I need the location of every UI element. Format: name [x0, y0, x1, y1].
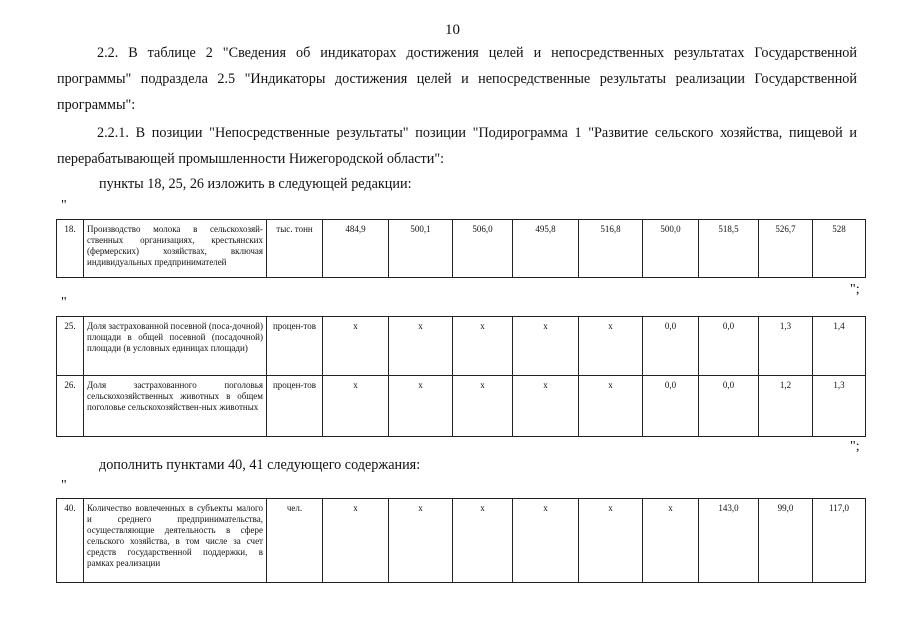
value-cell: x: [579, 499, 643, 583]
value-cell: x: [643, 499, 699, 583]
close-quote: ";: [850, 439, 860, 454]
table-row: [57, 317, 866, 376]
value-cell: 500,0: [643, 220, 699, 278]
page-number: 10: [445, 22, 460, 38]
value-cell: x: [513, 317, 579, 376]
value-cell: x: [323, 317, 389, 376]
row-number: 26.: [57, 376, 84, 437]
row-description: Производство молока в сельскохозяй-ственных организациях, крестьянских (фермерских) хозяйствах, включая индивидуальных предпринимателей: [84, 220, 267, 278]
row-number: 18.: [57, 220, 84, 278]
table-items-25-26: [56, 316, 866, 437]
value-cell: x: [579, 317, 643, 376]
paragraph-2-2-1: 2.2.1. В позиции "Непосредственные результаты" позиции "Подирограмма 1 "Развитие сельского хозяйства, пищевой и перерабатывающей промышленности Нижегородской области":: [57, 125, 857, 167]
value-cell: x: [453, 376, 513, 437]
row-unit: чел.: [267, 499, 323, 583]
value-cell: 528: [813, 220, 866, 278]
value-cell: 1,3: [813, 376, 866, 437]
paragraph-2-2: 2.2. В таблице 2 "Сведения об индикаторах достижения целей и непосредственных результатах Государственной программы" подраздела 2.5 "Индикаторы достижения целей и непосредственные результаты реализации Государственной программы":: [57, 45, 857, 113]
value-cell: x: [579, 376, 643, 437]
value-cell: 495,8: [513, 220, 579, 278]
value-cell: 0,0: [643, 376, 699, 437]
row-description: Количество вовлеченных в субъекты малого и среднего предпринимательства, осуществляющие деятельность в сфере сельского хозяйства, в том числе за счет средств государственной поддержки, в рамках реализации: [84, 499, 267, 583]
value-cell: x: [389, 376, 453, 437]
value-cell: 506,0: [453, 220, 513, 278]
value-cell: 526,7: [759, 220, 813, 278]
value-cell: x: [513, 376, 579, 437]
value-cell: 0,0: [699, 317, 759, 376]
row-number: 40.: [57, 499, 84, 583]
table-row: [57, 220, 866, 278]
value-cell: x: [453, 317, 513, 376]
open-quote: ": [61, 478, 67, 493]
row-unit: процен-тов: [267, 376, 323, 437]
row-unit: процен-тов: [267, 317, 323, 376]
value-cell: 143,0: [699, 499, 759, 583]
value-cell: 1,4: [813, 317, 866, 376]
value-cell: 484,9: [323, 220, 389, 278]
row-description: Доля застрахованной посевной (поса-дочной) площади в общей посевной (посадочной) площади (в условных единицах площади): [84, 317, 267, 376]
paragraph-items-40-41: дополнить пунктами 40, 41 следующего содержания:: [99, 457, 421, 473]
value-cell: 0,0: [643, 317, 699, 376]
value-cell: 518,5: [699, 220, 759, 278]
close-quote: ";: [850, 282, 860, 297]
value-cell: x: [389, 499, 453, 583]
paragraph-items-18-25-26: пункты 18, 25, 26 изложить в следующей редакции:: [99, 176, 412, 192]
value-cell: 117,0: [813, 499, 866, 583]
open-quote: ": [61, 198, 67, 213]
value-cell: 0,0: [699, 376, 759, 437]
row-description: Доля застрахованного поголовья сельскохозяйственных животных в общем поголовье сельскохозяйствен-ных животных: [84, 376, 267, 437]
value-cell: x: [323, 376, 389, 437]
table-row: [57, 376, 866, 437]
row-number: 25.: [57, 317, 84, 376]
row-unit: тыс. тонн: [267, 220, 323, 278]
value-cell: 1,3: [759, 317, 813, 376]
open-quote: ": [61, 295, 67, 310]
value-cell: 500,1: [389, 220, 453, 278]
value-cell: x: [453, 499, 513, 583]
value-cell: 99,0: [759, 499, 813, 583]
table-row: [57, 499, 866, 583]
table-item-18: [56, 219, 866, 278]
value-cell: x: [389, 317, 453, 376]
value-cell: 516,8: [579, 220, 643, 278]
value-cell: 1,2: [759, 376, 813, 437]
value-cell: x: [323, 499, 389, 583]
table-item-40: [56, 498, 866, 583]
value-cell: x: [513, 499, 579, 583]
